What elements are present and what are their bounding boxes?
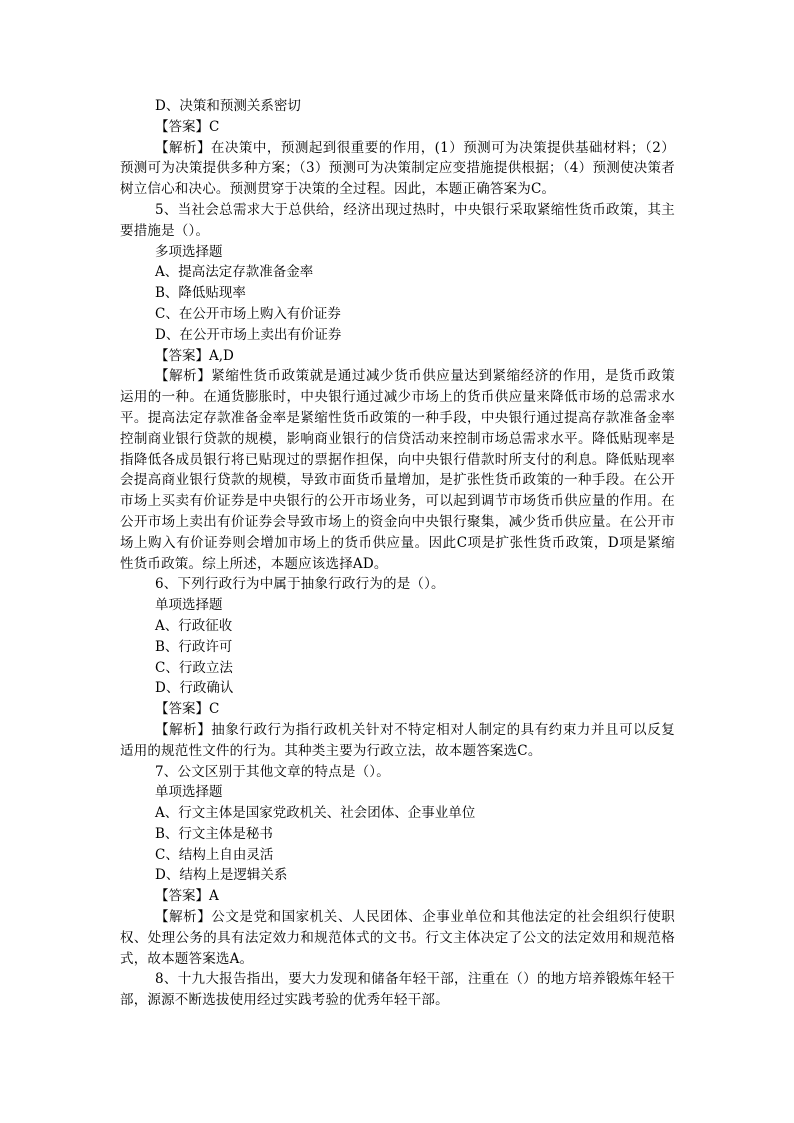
- q7-analysis: 【解析】公文是党和国家机关、人民团体、企事业单位和其他法定的社会组织行使职权、处理公务的具有法定效力和规范体式的文书。行文主体决定了公文的法定效用和规范格式，故本题答案选A。: [120, 909, 675, 967]
- q8-question: 8、十九大报告指出，要大力发现和储备年轻干部，注重在（）的地方培养锻炼年轻干部，源源不断选拔使用经过实践考验的优秀年轻干部。: [120, 971, 675, 1009]
- q7-option-c: C、结构上自由灵活: [155, 846, 274, 863]
- q5-option-a: A、提高法定存款准备金率: [155, 264, 314, 281]
- q6-question: 6、下列行政行为中属于抽象行政行为的是（）。: [155, 576, 445, 593]
- q4-option-d: D、决策和预测关系密切: [155, 98, 301, 114]
- q5-question: 5、当社会总需求大于总供给，经济出现过热时，中央银行采取紧缩性货币政策，其主要措施是（）。: [120, 201, 675, 239]
- q5-option-c: C、在公开市场上购入有价证券: [155, 305, 341, 322]
- q6-type: 单项选择题: [155, 597, 223, 614]
- q7-option-b: B、行文主体是秘书: [155, 825, 273, 842]
- q7-answer: 【答案】A: [155, 888, 219, 905]
- q4-answer: 【答案】C: [155, 118, 220, 135]
- q6-option-a: A、行政征收: [155, 617, 233, 634]
- q6-answer: 【答案】C: [155, 701, 220, 718]
- q7-option-a: A、行文主体是国家党政机关、社会团体、企事业单位: [155, 805, 476, 822]
- q7-question: 7、公文区别于其他文章的特点是（）。: [155, 763, 390, 780]
- q5-option-b: B、降低贴现率: [155, 285, 246, 302]
- q7-option-d: D、结构上是逻辑关系: [155, 867, 288, 884]
- q5-option-d: D、在公开市场上卖出有价证券: [155, 326, 342, 343]
- q6-option-d: D、行政确认: [155, 680, 234, 697]
- q4-analysis: 【解析】在决策中，预测起到很重要的作用，(1）预测可为决策提供基础材料；（2）预测可为决策提供多种方案；（3）预测可为决策制定应变措施提供根据；（4）预测使决策者树立信心和决心。预测贯穿于决策的全过程。因此，本题正确答案为C。: [120, 139, 675, 198]
- q6-analysis: 【解析】抽象行政行为指行政机关针对不特定相对人制定的具有约束力并且可以反复适用的规范性文件的行为。其种类主要为行政立法，故本题答案选C。: [120, 721, 675, 759]
- document-page: [120, 96, 675, 1011]
- q6-option-c: C、行政立法: [155, 659, 233, 676]
- q5-analysis: 【解析】紧缩性货币政策就是通过减少货币供应量达到紧缩经济的作用，是货币政策运用的一种。在通货膨胀时，中央银行通过减少市场上的货币供应量来降低市场的总需求水平。提高法定存款准备金率是紧缩性货币政策的一种手段，中央银行通过提高存款准备金率控制商业银行贷款的规模，影响商业银行的信贷活动来控制市场总需求水平。降低贴现率是指降低各成员银行将已贴现过的票据作担保，向中央银行借款时所支付的利息。降低贴现率会提高商业银行贷款的规模，导致市面货币量增加，是扩张性货币政策的一种手段。在公开市场上买卖有价证券是中央银行的公开市场业务，可以起到调节市场货币供应量的作用。在公开市场上卖出有价证券会导致市场上的资金向中央银行聚集，减少货币供应量。在公开市场上购入有价证券则会增加市场上的货币供应量。因此C项是扩张性货币政策，D项是紧缩性货币政策。综上所述，本题应该选择AD。: [120, 368, 675, 572]
- q6-option-b: B、行政许可: [155, 638, 233, 655]
- q5-answer: 【答案】A,D: [155, 347, 234, 364]
- q7-type: 单项选择题: [155, 784, 223, 801]
- q5-type: 多项选择题: [155, 243, 223, 260]
